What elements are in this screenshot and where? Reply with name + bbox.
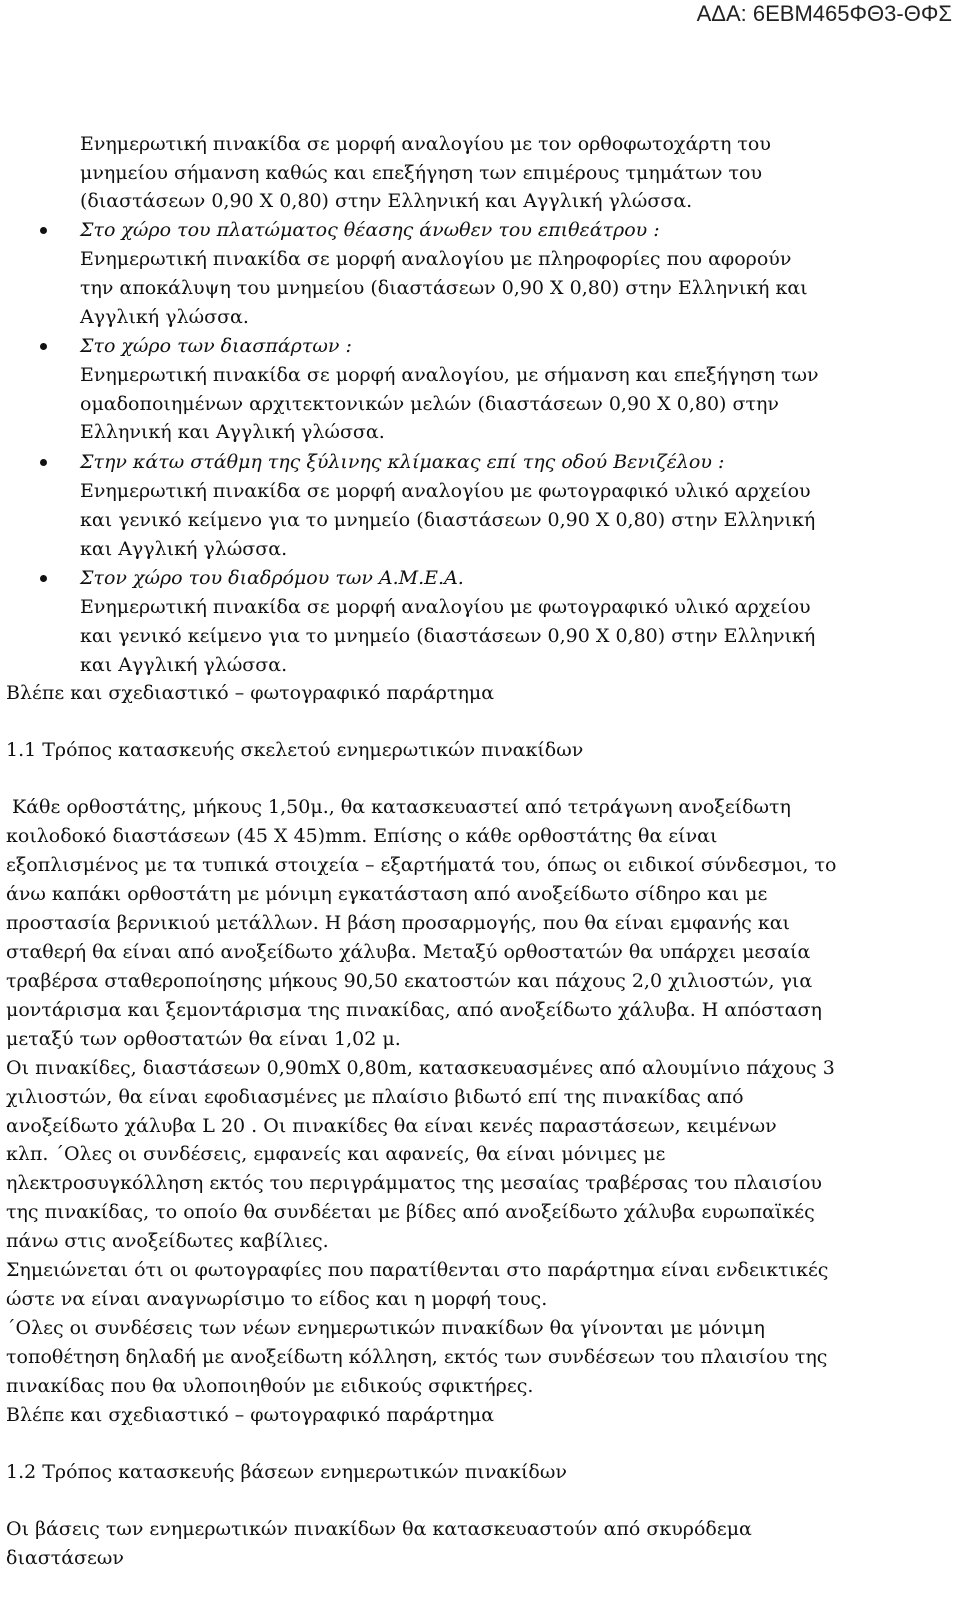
text-line: ανοξείδωτο χάλυβα L 20 . Οι πινακίδες θα είναι κενές παραστάσεων, κειμένων <box>6 1115 777 1137</box>
text-line: Ενημερωτική πινακίδα σε μορφή αναλογίου με τον ορθοφωτοχάρτη του <box>80 133 771 155</box>
text-line: κλπ. ΄Ολες οι συνδέσεις, εμφανείς και αφανείς, θα είναι μόνιμες με <box>6 1143 666 1165</box>
text-line: την αποκάλυψη του μνημείου (διαστάσεων 0,90 Χ 0,80) στην Ελληνική και <box>80 277 808 299</box>
text-line: και Αγγλική γλώσσα. <box>80 538 288 560</box>
text-line: διαστάσεων <box>6 1547 124 1569</box>
text-line: και Αγγλική γλώσσα. <box>80 654 288 676</box>
text-line: εξοπλισμένος με τα τυπικά στοιχεία – εξαρτήματά του, όπως οι ειδικοί σύνδεσμοι, το <box>6 854 837 876</box>
text-line: Οι πινακίδες, διαστάσεων 0,90mΧ 0,80m, κατασκευασμένες από αλουμίνιο πάχους 3 <box>6 1057 835 1079</box>
text-line: χιλιοστών, θα είναι εφοδιασμένες με πλαίσιο βιδωτό επί της πινακίδας από <box>6 1086 744 1108</box>
text-line: Αγγλική γλώσσα. <box>80 306 249 328</box>
text-line: Οι βάσεις των ενημερωτικών πινακίδων θα κατασκευαστούν από σκυρόδεμα <box>6 1518 752 1540</box>
bullet-icon <box>40 459 47 466</box>
text-line: μεταξύ των ορθοστατών θα είναι 1,02 μ. <box>6 1028 401 1050</box>
text-line: ώστε να είναι αναγνωρίσιμο το είδος και η μορφή τους. <box>6 1288 548 1310</box>
text-line: 1.2 Τρόπος κατασκευής βάσεων ενημερωτικών πινακίδων <box>6 1461 567 1483</box>
text-line: Ενημερωτική πινακίδα σε μορφή αναλογίου με φωτογραφικό υλικό αρχείου <box>80 596 811 618</box>
text-line: Ενημερωτική πινακίδα σε μορφή αναλογίου με φωτογραφικό υλικό αρχείου <box>80 480 811 502</box>
text-line: ομαδοποιημένων αρχιτεκτονικών μελών (διαστάσεων 0,90 Χ 0,80) στην <box>80 393 779 415</box>
ada-code: ΑΔΑ: 6ΕΒΜ465ΦΘ3-ΘΦΣ <box>696 1 952 26</box>
text-line: Βλέπε και σχεδιαστικό – φωτογραφικό παράρτημα <box>6 682 495 704</box>
text-line: Σημειώνεται ότι οι φωτογραφίες που παρατίθενται στο παράρτημα είναι ενδεικτικές <box>6 1259 829 1281</box>
text-line: (διαστάσεων 0,90 Χ 0,80) στην Ελληνική και Αγγλική γλώσσα. <box>80 190 693 212</box>
text-line: Στον χώρο του διαδρόμου των Α.Μ.Ε.Α. <box>80 567 464 589</box>
text-line: πάνω στις ανοξείδωτες καβίλιες. <box>6 1230 329 1252</box>
text-line: και γενικό κείμενο για το μνημείο (διαστάσεων 0,90 Χ 0,80) στην Ελληνική <box>80 625 816 647</box>
text-line: σταθερή θα είναι από ανοξείδωτο χάλυβα. Μεταξύ ορθοστατών θα υπάρχει μεσαία <box>6 941 811 963</box>
text-line: Κάθε ορθοστάτης, μήκους 1,50μ., θα κατασκευαστεί από τετράγωνη ανοξείδωτη <box>12 796 791 818</box>
text-line: προστασία βερνικιού μετάλλων. Η βάση προσαρμογής, που θα είναι εμφανής και <box>6 912 791 934</box>
text-line: Στο χώρο του πλατώματος θέασης άνωθεν του επιθεάτρου : <box>80 219 660 241</box>
text-line: Ενημερωτική πινακίδα σε μορφή αναλογίου με πληροφορίες που αφορούν <box>80 248 792 270</box>
text-line: 1.1 Τρόπος κατασκευής σκελετού ενημερωτικών πινακίδων <box>6 739 584 761</box>
text-line: άνω καπάκι ορθοστάτη με μόνιμη εγκατάσταση από ανοξείδωτο σίδηρο και με <box>6 883 768 905</box>
text-line: μνημείου σήμανση καθώς και επεξήγηση των επιμέρους τμημάτων του <box>80 162 763 184</box>
bullet-icon <box>40 575 47 582</box>
bullet-icon <box>40 227 47 234</box>
text-line: τραβέρσα σταθεροποίησης μήκους 90,50 εκατοστών και πάχους 2,0 χιλιοστών, για <box>6 970 813 992</box>
text-line: Ενημερωτική πινακίδα σε μορφή αναλογίου, με σήμανση και επεξήγηση των <box>80 364 819 386</box>
text-line: και γενικό κείμενο για το μνημείο (διαστάσεων 0,90 Χ 0,80) στην Ελληνική <box>80 509 816 531</box>
text-line: μοντάρισμα και ξεμοντάρισμα της πινακίδας, από ανοξείδωτο χάλυβα. Η απόσταση <box>6 999 822 1021</box>
text-line: Ελληνική και Αγγλική γλώσσα. <box>80 421 385 443</box>
text-line: πινακίδας που θα υλοποιηθούν με ειδικούς σφικτήρες. <box>6 1375 534 1397</box>
text-line: Στην κάτω στάθμη της ξύλινης κλίμακας επί της οδού Βενιζέλου : <box>80 451 725 473</box>
text-line: της πινακίδας, το οποίο θα συνδέεται με βίδες από ανοξείδωτο χάλυβα ευρωπαϊκές <box>6 1201 815 1223</box>
text-line: τοποθέτηση δηλαδή με ανοξείδωτη κόλληση, εκτός των συνδέσεων του πλαισίου της <box>6 1346 828 1368</box>
text-line: ΄Ολες οι συνδέσεις των νέων ενημερωτικών πινακίδων θα γίνονται με μόνιμη <box>6 1317 765 1339</box>
text-line: Στο χώρο των διασπάρτων : <box>80 335 352 357</box>
text-line: Βλέπε και σχεδιαστικό – φωτογραφικό παράρτημα <box>6 1404 495 1426</box>
text-line: ηλεκτροσυγκόλληση εκτός του περιγράμματος της μεσαίας τραβέρσας του πλαισίου <box>6 1172 822 1194</box>
text-line: κοιλοδοκό διαστάσεων (45 Χ 45)mm. Επίσης ο κάθε ορθοστάτης θα είναι <box>6 825 718 847</box>
bullet-icon <box>40 343 47 350</box>
